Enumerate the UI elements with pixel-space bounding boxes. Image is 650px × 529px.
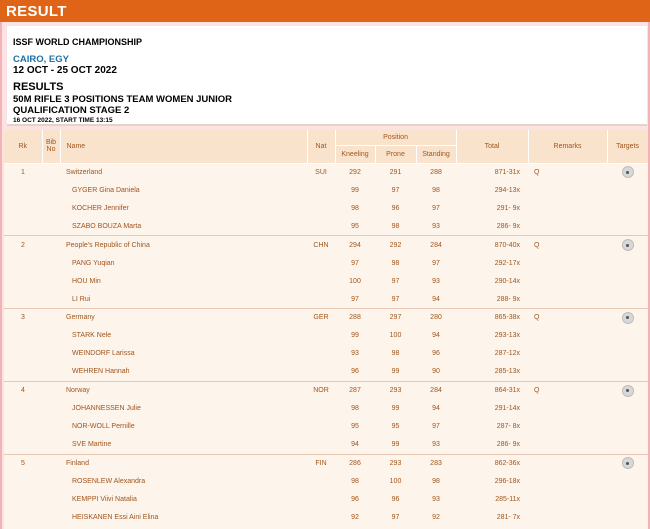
- athlete-remarks: [528, 490, 607, 508]
- athlete-row[interactable]: [4, 509, 648, 527]
- col-name: Name: [60, 130, 307, 163]
- athlete-kneeling: 98: [335, 199, 375, 217]
- athlete-rank: [4, 509, 42, 527]
- athlete-name: KEMPPI Viivi Natalia: [60, 490, 307, 508]
- team-targets-cell: [607, 309, 648, 327]
- team-targets-cell: [607, 454, 648, 472]
- team-total: 865-38x: [456, 309, 528, 327]
- target-icon[interactable]: [622, 312, 634, 324]
- team-remarks: Q: [528, 381, 607, 399]
- team-row[interactable]: [4, 236, 648, 254]
- team-prone: 297: [375, 309, 416, 327]
- team-nat: SUI: [307, 163, 335, 181]
- event-name: 50M RIFLE 3 POSITIONS TEAM WOMEN JUNIOR: [13, 94, 233, 105]
- athlete-row[interactable]: [4, 363, 648, 381]
- col-total: Total: [456, 130, 528, 163]
- athlete-targets-cell: [607, 509, 648, 527]
- athlete-prone: 97: [375, 181, 416, 199]
- athlete-bib: [42, 490, 60, 508]
- athlete-bib: [42, 509, 60, 527]
- team-standing: 288: [416, 163, 456, 181]
- team-nat: GER: [307, 309, 335, 327]
- team-rank: 3: [4, 309, 42, 327]
- team-bib: [42, 163, 60, 181]
- athlete-nat: [307, 436, 335, 454]
- athlete-total: 294-13x: [456, 181, 528, 199]
- athlete-rank: [4, 399, 42, 417]
- athlete-total: 291- 9x: [456, 199, 528, 217]
- team-standing: 284: [416, 381, 456, 399]
- athlete-standing: 94: [416, 327, 456, 345]
- col-nat: Nat: [307, 130, 335, 163]
- athlete-kneeling: 95: [335, 418, 375, 436]
- athlete-rank: [4, 472, 42, 490]
- team-rank: 1: [4, 163, 42, 181]
- athlete-standing: 98: [416, 472, 456, 490]
- team-remarks: Q: [528, 236, 607, 254]
- athlete-bib: [42, 218, 60, 236]
- start-time: 16 OCT 2022, START TIME 13:15: [13, 117, 113, 124]
- athlete-rank: [4, 345, 42, 363]
- athlete-nat: [307, 345, 335, 363]
- athlete-rank: [4, 218, 42, 236]
- team-kneeling: 287: [335, 381, 375, 399]
- col-prone: Prone: [375, 145, 416, 163]
- target-icon[interactable]: [622, 239, 634, 251]
- athlete-prone: 100: [375, 327, 416, 345]
- results-heading: RESULTS: [13, 81, 64, 93]
- athlete-standing: 93: [416, 272, 456, 290]
- team-name: Switzerland: [60, 163, 307, 181]
- team-bib: [42, 309, 60, 327]
- athlete-nat: [307, 472, 335, 490]
- athlete-targets-cell: [607, 363, 648, 381]
- athlete-row[interactable]: [4, 436, 648, 454]
- athlete-remarks: [528, 290, 607, 308]
- team-bib: [42, 454, 60, 472]
- athlete-targets-cell: [607, 218, 648, 236]
- team-rank: 5: [4, 454, 42, 472]
- target-icon[interactable]: [622, 457, 634, 469]
- athlete-total: 285-13x: [456, 363, 528, 381]
- athlete-targets-cell: [607, 418, 648, 436]
- athlete-targets-cell: [607, 399, 648, 417]
- col-position-group: Position: [335, 130, 456, 145]
- athlete-kneeling: 100: [335, 272, 375, 290]
- col-remarks: Remarks: [528, 130, 607, 163]
- athlete-targets-cell: [607, 254, 648, 272]
- team-row[interactable]: [4, 454, 648, 472]
- athlete-kneeling: 93: [335, 345, 375, 363]
- athlete-remarks: [528, 254, 607, 272]
- athlete-row[interactable]: [4, 418, 648, 436]
- athlete-prone: 95: [375, 418, 416, 436]
- athlete-rank: [4, 290, 42, 308]
- team-row[interactable]: [4, 163, 648, 181]
- athlete-total: 296-18x: [456, 472, 528, 490]
- athlete-remarks: [528, 218, 607, 236]
- athlete-remarks: [528, 418, 607, 436]
- athlete-rank: [4, 418, 42, 436]
- athlete-total: 292-17x: [456, 254, 528, 272]
- date-range: 12 OCT - 25 OCT 2022: [13, 65, 117, 76]
- results-table-container[interactable]: [4, 130, 648, 529]
- athlete-prone: 98: [375, 345, 416, 363]
- athlete-prone: 97: [375, 290, 416, 308]
- athlete-nat: [307, 418, 335, 436]
- athlete-remarks: [528, 509, 607, 527]
- athlete-targets-cell: [607, 345, 648, 363]
- athlete-nat: [307, 363, 335, 381]
- athlete-standing: 94: [416, 290, 456, 308]
- team-kneeling: 292: [335, 163, 375, 181]
- team-bib: [42, 236, 60, 254]
- athlete-targets-cell: [607, 436, 648, 454]
- athlete-prone: 100: [375, 472, 416, 490]
- team-bib: [42, 381, 60, 399]
- athlete-row[interactable]: [4, 199, 648, 217]
- athlete-bib: [42, 399, 60, 417]
- athlete-standing: 98: [416, 181, 456, 199]
- athlete-nat: [307, 218, 335, 236]
- team-name: Germany: [60, 309, 307, 327]
- athlete-row[interactable]: [4, 399, 648, 417]
- athlete-rank: [4, 436, 42, 454]
- athlete-row[interactable]: [4, 181, 648, 199]
- team-prone: 293: [375, 381, 416, 399]
- championship-title: ISSF WORLD CHAMPIONSHIP: [13, 37, 143, 47]
- athlete-targets-cell: [607, 490, 648, 508]
- team-nat: NOR: [307, 381, 335, 399]
- team-rank: 4: [4, 381, 42, 399]
- col-targets: Targets: [607, 130, 648, 163]
- athlete-standing: 97: [416, 199, 456, 217]
- athlete-nat: [307, 254, 335, 272]
- athlete-bib: [42, 181, 60, 199]
- athlete-kneeling: 96: [335, 490, 375, 508]
- athlete-bib: [42, 272, 60, 290]
- athlete-row[interactable]: [4, 290, 648, 308]
- result-panel: [0, 22, 650, 529]
- team-total: 864-31x: [456, 381, 528, 399]
- athlete-nat: [307, 399, 335, 417]
- athlete-name: WEHREN Hannah: [60, 363, 307, 381]
- athlete-kneeling: 92: [335, 509, 375, 527]
- athlete-standing: 94: [416, 399, 456, 417]
- event-header: [7, 26, 647, 126]
- athlete-remarks: [528, 199, 607, 217]
- team-standing: 283: [416, 454, 456, 472]
- athlete-remarks: [528, 272, 607, 290]
- athlete-kneeling: 99: [335, 181, 375, 199]
- athlete-rank: [4, 199, 42, 217]
- team-kneeling: 294: [335, 236, 375, 254]
- col-bib: Bib No: [42, 130, 60, 163]
- athlete-standing: 90: [416, 363, 456, 381]
- athlete-name: STARK Nele: [60, 327, 307, 345]
- athlete-targets-cell: [607, 199, 648, 217]
- team-targets-cell: [607, 236, 648, 254]
- athlete-kneeling: 95: [335, 218, 375, 236]
- team-targets-cell: [607, 381, 648, 399]
- team-prone: 292: [375, 236, 416, 254]
- athlete-remarks: [528, 181, 607, 199]
- athlete-prone: 98: [375, 254, 416, 272]
- athlete-row[interactable]: [4, 327, 648, 345]
- col-rank: Rk: [4, 130, 42, 163]
- athlete-targets-cell: [607, 472, 648, 490]
- athlete-kneeling: 97: [335, 254, 375, 272]
- team-name: Finland: [60, 454, 307, 472]
- team-rank: 2: [4, 236, 42, 254]
- athlete-name: SZABO BOUZA Marta: [60, 218, 307, 236]
- athlete-rank: [4, 363, 42, 381]
- athlete-standing: 92: [416, 509, 456, 527]
- athlete-total: 286- 9x: [456, 218, 528, 236]
- athlete-targets-cell: [607, 272, 648, 290]
- athlete-remarks: [528, 327, 607, 345]
- team-kneeling: 288: [335, 309, 375, 327]
- athlete-bib: [42, 345, 60, 363]
- team-prone: 291: [375, 163, 416, 181]
- window-title: RESULT: [0, 0, 650, 22]
- athlete-standing: 97: [416, 418, 456, 436]
- team-name: People's Republic of China: [60, 236, 307, 254]
- athlete-targets-cell: [607, 290, 648, 308]
- athlete-name: HOU Min: [60, 272, 307, 290]
- athlete-nat: [307, 181, 335, 199]
- team-kneeling: 286: [335, 454, 375, 472]
- athlete-bib: [42, 254, 60, 272]
- col-kneeling: Kneeling: [335, 145, 375, 163]
- athlete-row[interactable]: [4, 272, 648, 290]
- team-standing: 284: [416, 236, 456, 254]
- athlete-name: WEINDORF Larissa: [60, 345, 307, 363]
- athlete-name: NOR-WOLL Pernille: [60, 418, 307, 436]
- team-row[interactable]: [4, 309, 648, 327]
- team-remarks: Q: [528, 163, 607, 181]
- athlete-rank: [4, 181, 42, 199]
- athlete-remarks: [528, 436, 607, 454]
- athlete-row[interactable]: [4, 472, 648, 490]
- athlete-prone: 96: [375, 199, 416, 217]
- athlete-nat: [307, 272, 335, 290]
- stage-name: QUALIFICATION STAGE 2: [13, 105, 130, 116]
- team-total: 871-31x: [456, 163, 528, 181]
- athlete-kneeling: 96: [335, 363, 375, 381]
- athlete-prone: 98: [375, 218, 416, 236]
- athlete-prone: 96: [375, 490, 416, 508]
- results-body: [4, 163, 648, 527]
- athlete-remarks: [528, 363, 607, 381]
- athlete-standing: 97: [416, 254, 456, 272]
- athlete-total: 287-12x: [456, 345, 528, 363]
- athlete-row[interactable]: [4, 218, 648, 236]
- athlete-row[interactable]: [4, 345, 648, 363]
- athlete-nat: [307, 327, 335, 345]
- athlete-standing: 93: [416, 490, 456, 508]
- team-targets-cell: [607, 163, 648, 181]
- athlete-name: GYGER Gina Daniela: [60, 181, 307, 199]
- athlete-rank: [4, 490, 42, 508]
- athlete-bib: [42, 290, 60, 308]
- athlete-kneeling: 98: [335, 472, 375, 490]
- athlete-name: SVE Martine: [60, 436, 307, 454]
- athlete-remarks: [528, 472, 607, 490]
- athlete-prone: 99: [375, 436, 416, 454]
- team-prone: 293: [375, 454, 416, 472]
- athlete-rank: [4, 254, 42, 272]
- athlete-row[interactable]: [4, 490, 648, 508]
- target-icon[interactable]: [622, 166, 634, 178]
- athlete-bib: [42, 199, 60, 217]
- team-standing: 280: [416, 309, 456, 327]
- athlete-total: 293-13x: [456, 327, 528, 345]
- athlete-standing: 93: [416, 218, 456, 236]
- athlete-name: LI Rui: [60, 290, 307, 308]
- team-name: Norway: [60, 381, 307, 399]
- athlete-name: PANG Yuqian: [60, 254, 307, 272]
- athlete-kneeling: 98: [335, 399, 375, 417]
- team-remarks: Q: [528, 309, 607, 327]
- team-row[interactable]: [4, 381, 648, 399]
- athlete-name: KOCHER Jennifer: [60, 199, 307, 217]
- athlete-prone: 97: [375, 509, 416, 527]
- col-standing: Standing: [416, 145, 456, 163]
- team-total: 862-36x: [456, 454, 528, 472]
- athlete-standing: 93: [416, 436, 456, 454]
- athlete-bib: [42, 436, 60, 454]
- results-table: [4, 130, 648, 527]
- athlete-total: 291-14x: [456, 399, 528, 417]
- athlete-total: 288- 9x: [456, 290, 528, 308]
- athlete-bib: [42, 472, 60, 490]
- team-nat: FIN: [307, 454, 335, 472]
- athlete-row[interactable]: [4, 254, 648, 272]
- athlete-nat: [307, 490, 335, 508]
- athlete-bib: [42, 363, 60, 381]
- athlete-nat: [307, 509, 335, 527]
- city-label: CAIRO, EGY: [13, 54, 69, 65]
- athlete-targets-cell: [607, 181, 648, 199]
- athlete-kneeling: 94: [335, 436, 375, 454]
- athlete-total: 286- 9x: [456, 436, 528, 454]
- athlete-prone: 99: [375, 399, 416, 417]
- athlete-total: 287- 8x: [456, 418, 528, 436]
- athlete-prone: 97: [375, 272, 416, 290]
- athlete-kneeling: 99: [335, 327, 375, 345]
- team-total: 870-40x: [456, 236, 528, 254]
- team-nat: CHN: [307, 236, 335, 254]
- athlete-standing: 96: [416, 345, 456, 363]
- athlete-bib: [42, 327, 60, 345]
- athlete-name: HEISKANEN Essi Aini Elina: [60, 509, 307, 527]
- athlete-nat: [307, 290, 335, 308]
- athlete-targets-cell: [607, 327, 648, 345]
- athlete-bib: [42, 418, 60, 436]
- athlete-name: ROSENLEW Alexandra: [60, 472, 307, 490]
- target-icon[interactable]: [622, 385, 634, 397]
- athlete-nat: [307, 199, 335, 217]
- athlete-total: 290-14x: [456, 272, 528, 290]
- team-remarks: [528, 454, 607, 472]
- athlete-remarks: [528, 345, 607, 363]
- athlete-total: 285-11x: [456, 490, 528, 508]
- athlete-rank: [4, 272, 42, 290]
- athlete-remarks: [528, 399, 607, 417]
- athlete-name: JOHANNESSEN Julie: [60, 399, 307, 417]
- athlete-rank: [4, 327, 42, 345]
- athlete-total: 281- 7x: [456, 509, 528, 527]
- athlete-prone: 99: [375, 363, 416, 381]
- athlete-kneeling: 97: [335, 290, 375, 308]
